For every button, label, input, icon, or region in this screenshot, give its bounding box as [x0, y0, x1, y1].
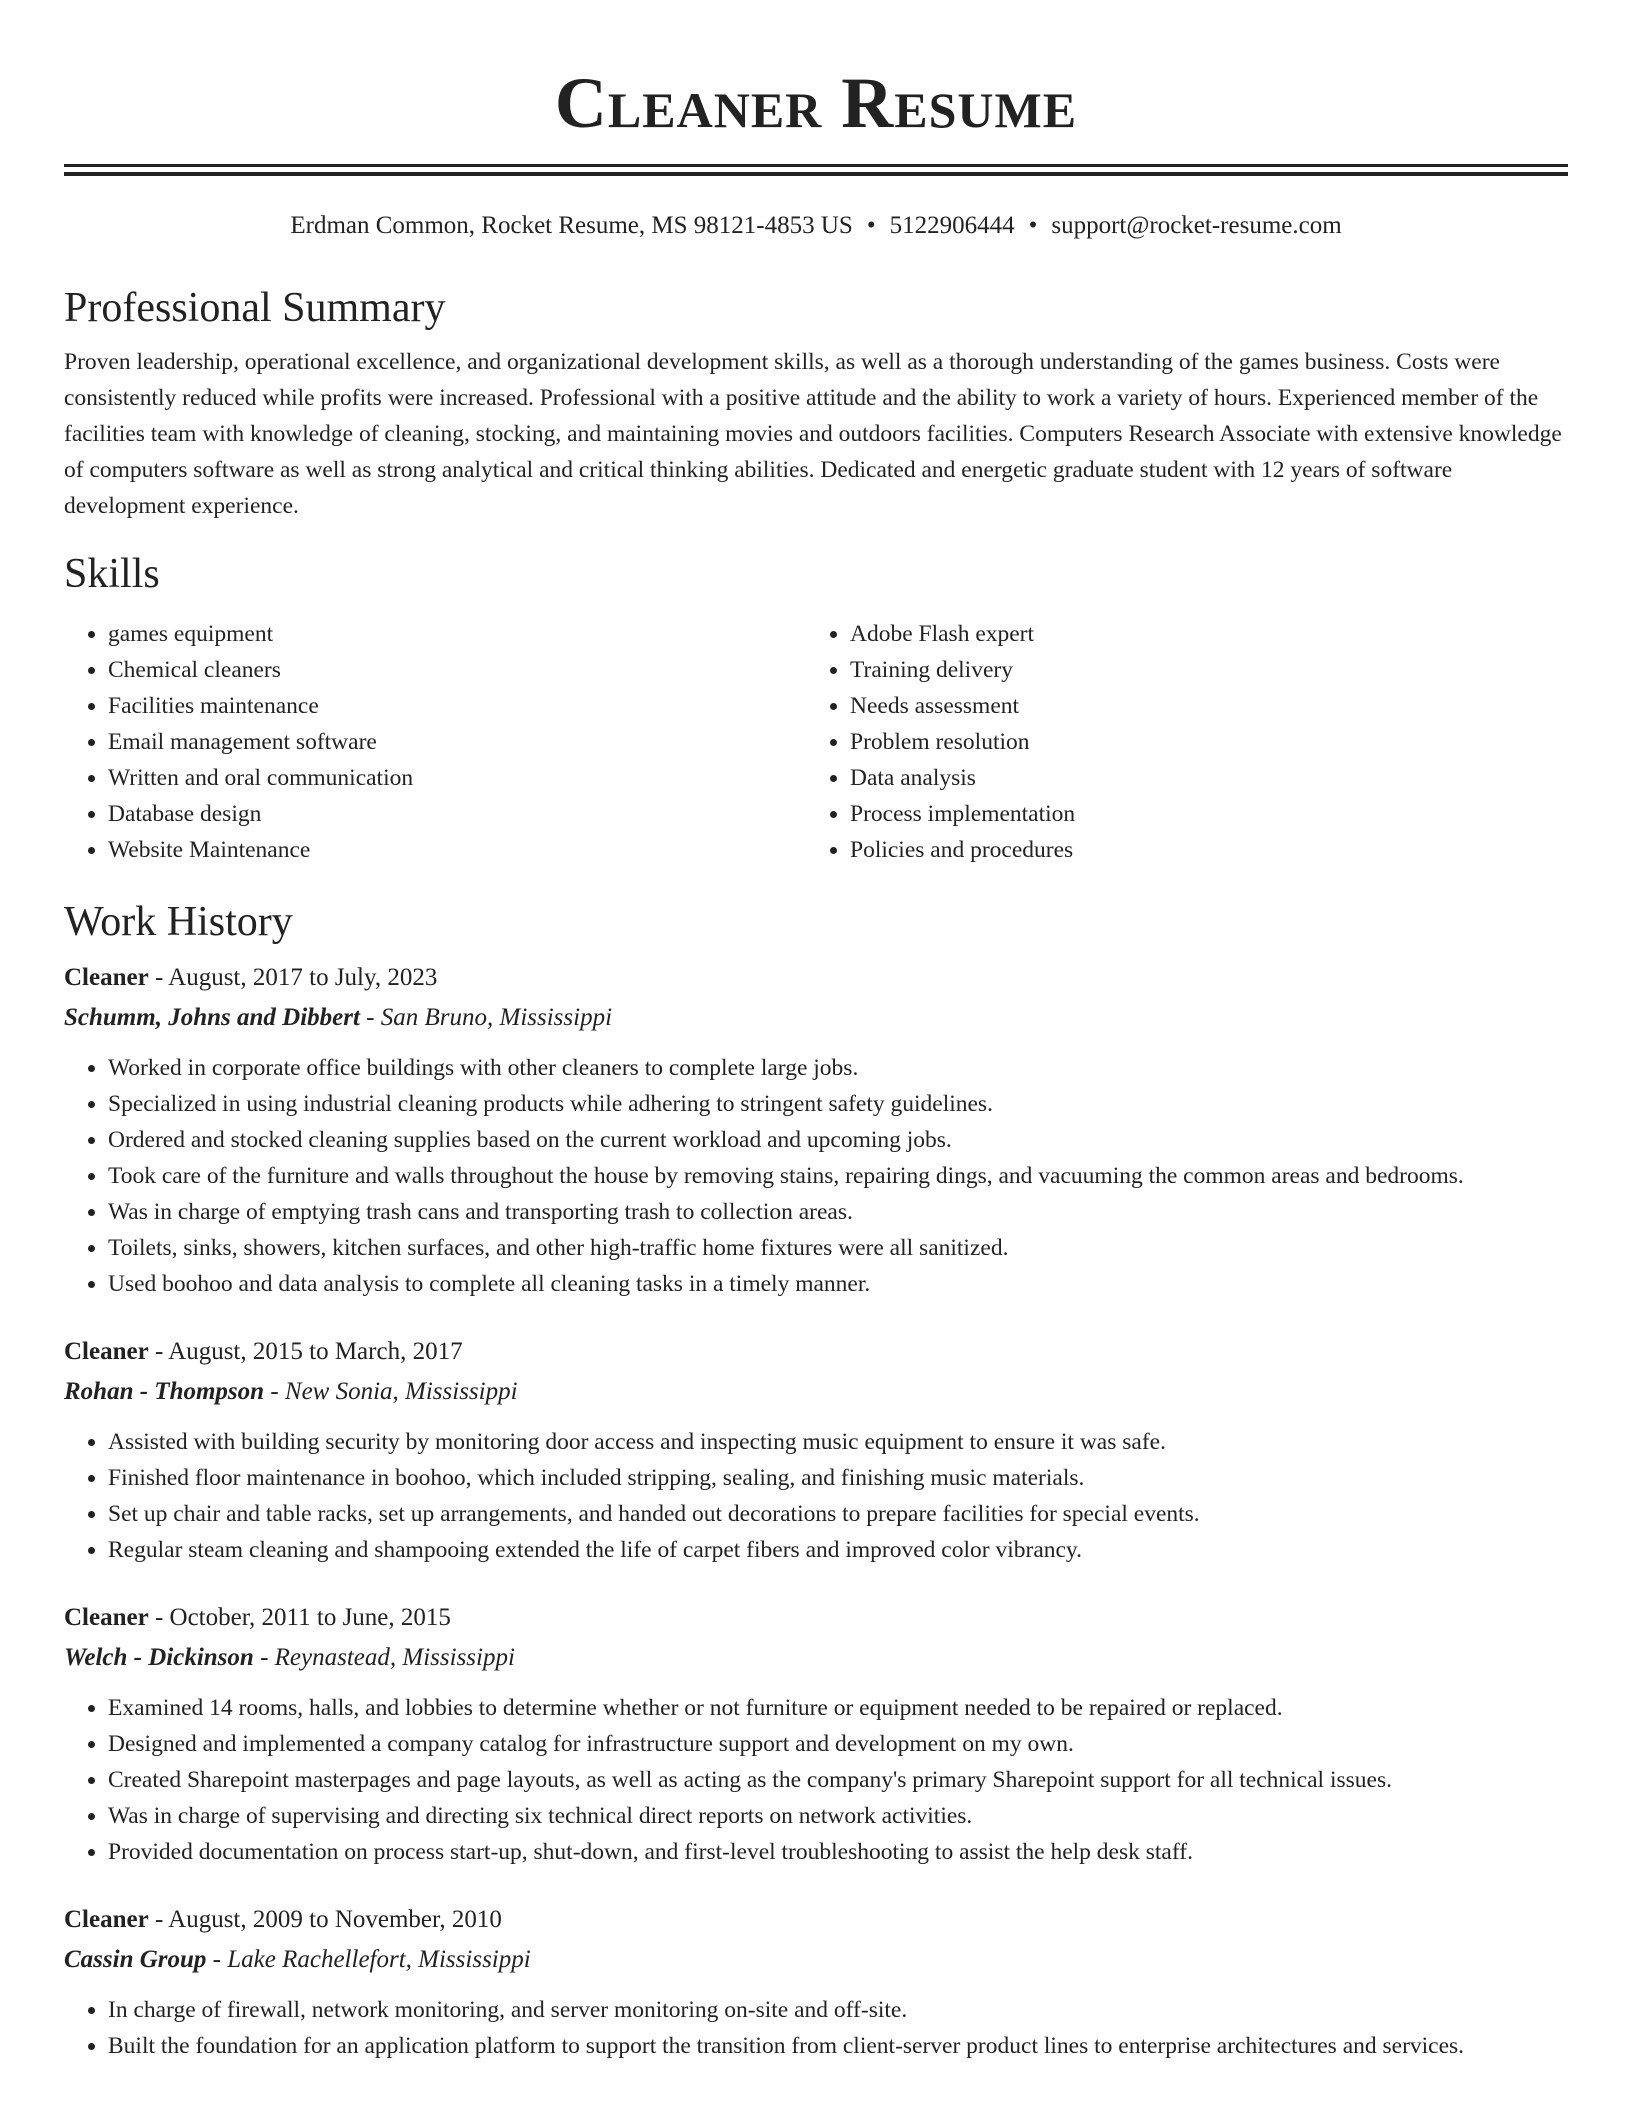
- job-bullet: • Toilets, sinks, showers, kitchen surfaces, and other high-traffic home fixtures were all sanitized.: [108, 1230, 1568, 1266]
- skill-item: • Needs assessment: [850, 688, 1548, 724]
- skill-item: • Chemical cleaners: [108, 652, 806, 688]
- skill-item: • Adobe Flash expert: [850, 616, 1548, 652]
- job-header: [64, 1332, 1568, 1372]
- job-bullet: • Designed and implemented a company catalog for infrastructure support and development on my own.: [108, 1726, 1568, 1762]
- job-dates: - August, 2009 to November, 2010: [148, 1906, 502, 1933]
- job-bullet: • Used boohoo and data analysis to complete all cleaning tasks in a timely manner.: [108, 1266, 1568, 1302]
- job-header: [64, 1598, 1568, 1638]
- job-dates: - August, 2017 to July, 2023: [148, 964, 438, 991]
- skill-item: • Website Maintenance: [108, 832, 806, 868]
- job-company-line: [64, 998, 1568, 1038]
- job-bullet: • Examined 14 rooms, halls, and lobbies to determine whether or not furniture or equipment needed to be repaired or replaced.: [108, 1690, 1568, 1726]
- skill-item: • Database design: [108, 796, 806, 832]
- job-bullet: • Set up chair and table racks, set up arrangements, and handed out decorations to prepare facilities for special events.: [108, 1496, 1568, 1532]
- job-dates: - October, 2011 to June, 2015: [148, 1604, 451, 1631]
- contact-separator: •: [866, 212, 876, 239]
- job-title: Cleaner: [64, 1338, 149, 1365]
- contact-address: Erdman Common, Rocket Resume, MS 98121-4853 US: [290, 212, 853, 239]
- skills-list: [64, 616, 1568, 868]
- skills-column-left: [64, 616, 806, 868]
- job-header: [64, 1900, 1568, 1940]
- job-company: Rohan - Thompson: [64, 1378, 265, 1405]
- job-bullet: • Provided documentation on process start-up, shut-down, and first-level troubleshooting to assist the help desk staff.: [108, 1834, 1568, 1870]
- page-title: Cleaner Resume: [554, 63, 1078, 143]
- job-entry: [64, 1332, 1568, 1568]
- skills-column-right: [806, 616, 1548, 868]
- job-title: Cleaner: [64, 964, 149, 991]
- job-dates: - August, 2015 to March, 2017: [148, 1338, 463, 1365]
- summary-heading: Professional Summary: [64, 285, 446, 331]
- title-divider: [64, 164, 1568, 176]
- job-title: Cleaner: [64, 1906, 149, 1933]
- job-bullet: • Took care of the furniture and walls throughout the house by removing stains, repairing dings, and vacuuming the common areas and bedrooms.: [108, 1158, 1568, 1194]
- job-bullet: • Built the foundation for an application platform to support the transition from client-server product lines to enterprise architectures and services.: [108, 2028, 1568, 2064]
- skill-item: • Training delivery: [850, 652, 1548, 688]
- job-company-line: [64, 1638, 1568, 1678]
- contact-separator: •: [1028, 212, 1038, 239]
- contact-phone: 5122906444: [889, 212, 1015, 239]
- job-bullet: • Created Sharepoint masterpages and page layouts, as well as acting as the company's primary Sharepoint support for all technical issues.: [108, 1762, 1568, 1798]
- job-location: - Reynastead, Mississippi: [253, 1644, 515, 1671]
- job-company-line: [64, 1372, 1568, 1412]
- skill-item: • Data analysis: [850, 760, 1548, 796]
- contact-email[interactable]: support@rocket-resume.com: [1051, 212, 1342, 239]
- skill-item: • Policies and procedures: [850, 832, 1548, 868]
- job-bullet: • In charge of firewall, network monitoring, and server monitoring on-site and off-site.: [108, 1992, 1568, 2028]
- work-history-heading: Work History: [64, 899, 293, 945]
- job-header: [64, 958, 1568, 998]
- skill-item: • Problem resolution: [850, 724, 1548, 760]
- job-company-line: [64, 1940, 1568, 1980]
- job-bullet: • Finished floor maintenance in boohoo, which included stripping, sealing, and finishing music materials.: [108, 1460, 1568, 1496]
- job-bullet: • Regular steam cleaning and shampooing extended the life of carpet fibers and improved color vibrancy.: [108, 1532, 1568, 1568]
- skill-item: • Facilities maintenance: [108, 688, 806, 724]
- job-bullet: • Assisted with building security by monitoring door access and inspecting music equipment to ensure it was safe.: [108, 1424, 1568, 1460]
- job-entry: [64, 1900, 1568, 2064]
- job-company: Schumm, Johns and Dibbert: [64, 1004, 360, 1031]
- job-location: - San Bruno, Mississippi: [359, 1004, 613, 1031]
- skill-item: • Written and oral communication: [108, 760, 806, 796]
- job-location: - New Sonia, Mississippi: [264, 1378, 518, 1405]
- job-company: Welch - Dickinson: [64, 1644, 254, 1671]
- job-bullets: [64, 1050, 1568, 1302]
- job-bullet: • Specialized in using industrial cleaning products while adhering to stringent safety guidelines.: [108, 1086, 1568, 1122]
- skill-item: • Process implementation: [850, 796, 1548, 832]
- job-bullet: • Was in charge of emptying trash cans and transporting trash to collection areas.: [108, 1194, 1568, 1230]
- job-bullet: • Worked in corporate office buildings with other cleaners to complete large jobs.: [108, 1050, 1568, 1086]
- skill-item: • Email management software: [108, 724, 806, 760]
- job-bullets: [64, 1424, 1568, 1568]
- job-title: Cleaner: [64, 1604, 149, 1631]
- summary-text: Proven leadership, operational excellence, and organizational development skills, as well as a thorough understanding of the games business. Costs were consistently reduced while profits were increased. Professional with a positive attitude and the ability to work a variety of hours. Experienced member of the facilities team with knowledge of cleaning, stocking, and maintaining movies and outdoors facilities. Computers Research Associate with extensive knowledge of computers software as well as strong analytical and critical thinking abilities. Dedicated and energetic graduate student with 12 years of software development experience.: [64, 349, 1562, 519]
- contact-line: [64, 210, 1568, 242]
- skills-heading: Skills: [64, 551, 160, 597]
- job-company: Cassin Group: [64, 1946, 207, 1973]
- job-bullets: [64, 1992, 1568, 2064]
- job-entry: [64, 1598, 1568, 1870]
- job-location: - Lake Rachellefort, Mississippi: [206, 1946, 531, 1973]
- skill-item: • games equipment: [108, 616, 806, 652]
- job-entry: [64, 958, 1568, 1302]
- job-bullet: • Ordered and stocked cleaning supplies based on the current workload and upcoming jobs.: [108, 1122, 1568, 1158]
- job-bullets: [64, 1690, 1568, 1870]
- job-bullet: • Was in charge of supervising and directing six technical direct reports on network activities.: [108, 1798, 1568, 1834]
